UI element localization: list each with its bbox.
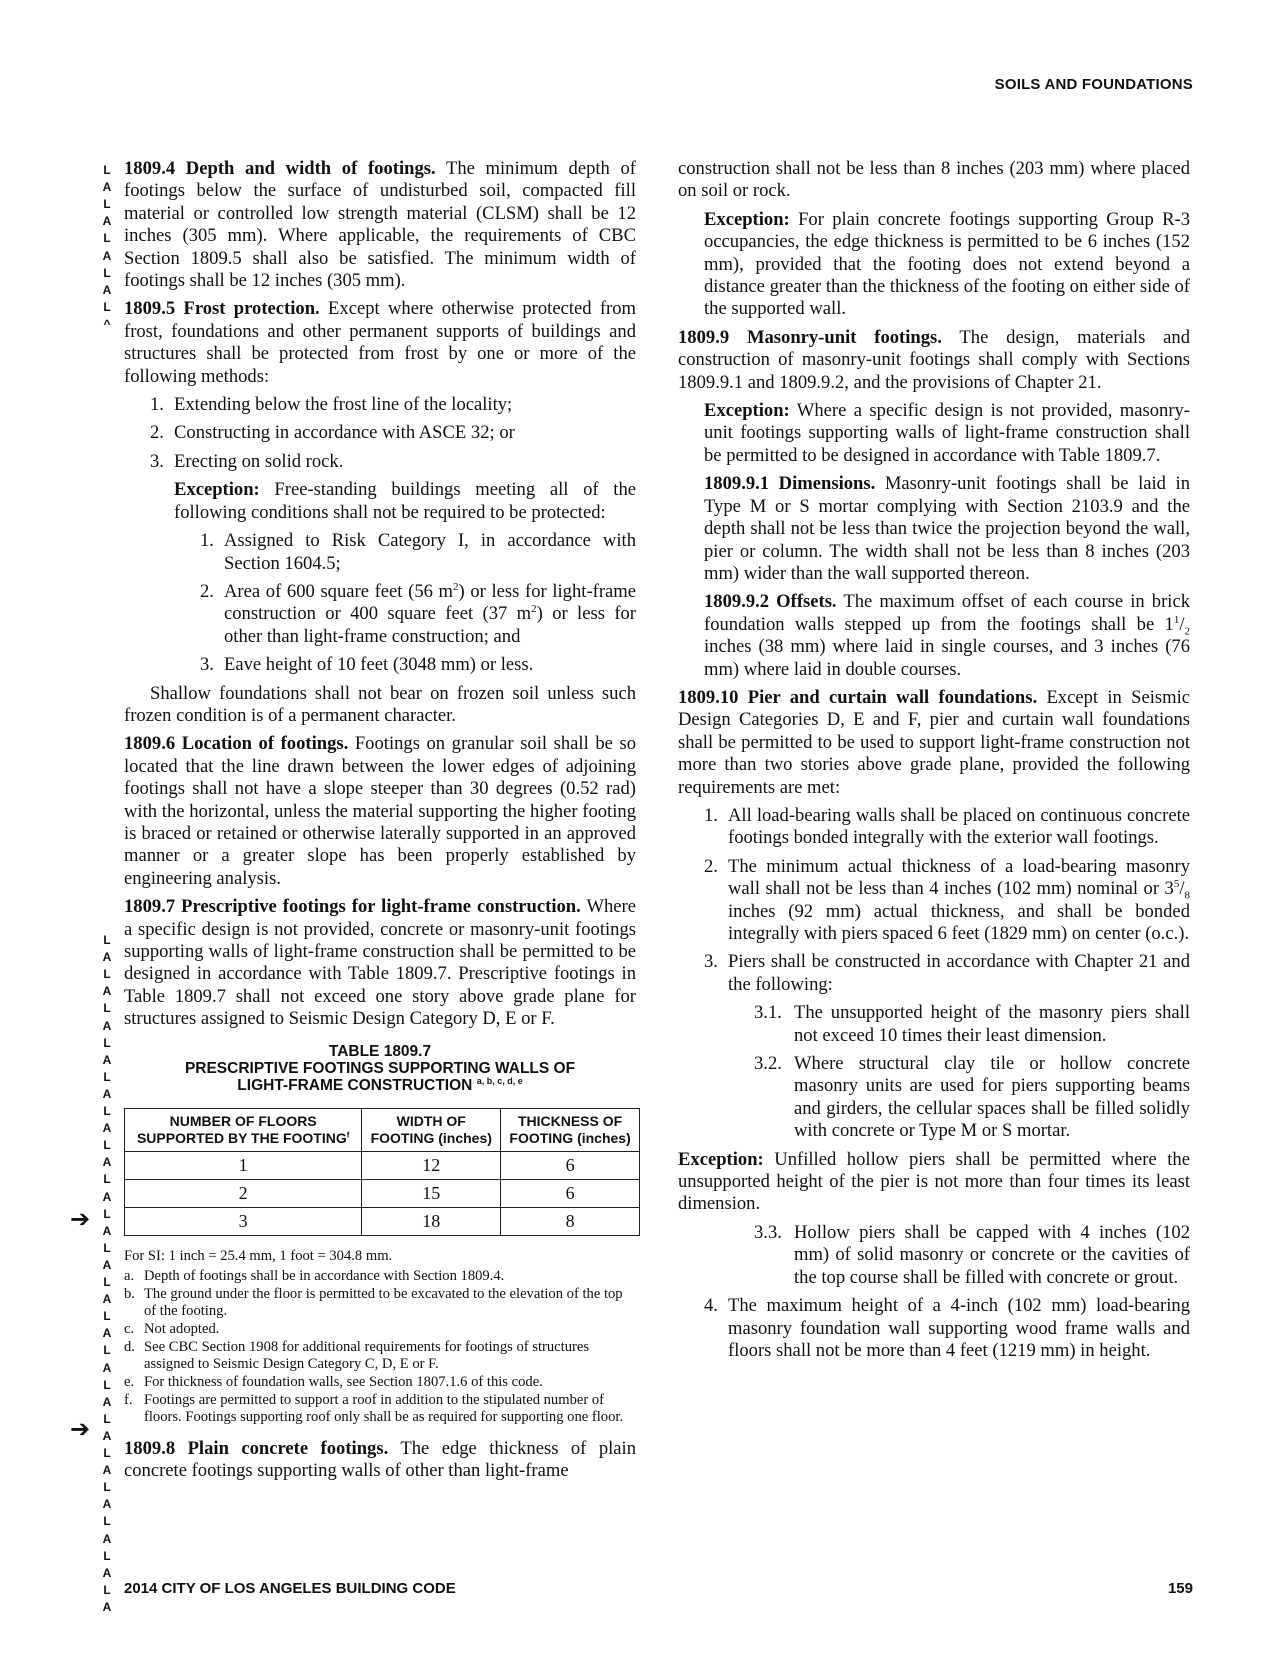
pier-requirements-list [678,805,1190,996]
list-item: 4. The maximum height of a 4-inch (102 mm) load-bearing masonry foundation wall supporting wood frame walls and floors shall not be more than 4 feet (1219 mm) in height. [704,1295,1190,1361]
margin-change-marker: L [103,1104,111,1118]
exception-paragraph: Exception: Where a specific design is not provided, masonry-unit footings supporting walls of light-frame construction shall be permitted to be designed in accordance with Table 1809.7. [704,400,1190,466]
margin-change-marker: L [103,967,111,982]
section-1809-8 [124,1438,636,1483]
margin-change-marker: L [103,1240,111,1255]
margin-change-marker: A [102,248,112,263]
margin-change-marker: A [102,1052,112,1067]
closing-paragraph: Shallow foundations shall not bear on frozen soil unless such frozen condition is of a permanent character. [124,682,636,726]
list-item: 2. Area of 600 square feet (56 $m^2$) or less for light-frame construction or 400 square feet (37 $m^2$) or less for other than light-frame construction; and [200,580,636,647]
pier-requirements-list [678,1295,1190,1362]
margin-change-marker: A [102,1565,112,1580]
section-body: Masonry-unit footings shall be laid in Type M or S mortar complying with Section 2103.9 and the depth shall not be less than twice the projection beyond the wall, pier or column. The width shall not be less than 8 inches (203 mm) wider than the wall supported thereon. [704,473,1191,584]
margin-change-marker: A [102,1292,112,1307]
margin-change-marker: A [102,950,112,965]
margin-change-marker: A [102,1155,112,1170]
list-item: 1. All load-bearing walls shall be placed on continuous concrete footings bonded integrally with the exterior wall footings. [704,804,1190,849]
table-footnotes [124,1248,636,1426]
margin-change-marker: L [103,1206,111,1221]
margin-change-marker: L [103,1343,111,1358]
section-body: Footings on granular soil shall be so located that the line drawn between the lower edges of adjoining footings shall not have a slope steeper than 30 degrees (0.52 rad) with the horizontal, unless the material supporting the higher footing is braced or retained or otherwise laterally supported in an approved manner or a greater slope has been properly established by engineering analysis. [124,733,636,889]
margin-change-marker: L [103,1069,111,1084]
section-heading: 1809.6 Location of footings. [124,733,349,755]
margin-change-marker: L [103,1309,111,1324]
footnote: f. Footings are permitted to support a roof in addition to the stipulated number of floors. Footings supporting roof only shall be as required for supporting one floor. [124,1391,624,1425]
section-body: Except where otherwise protected from frost, foundations and other permanent supports of buildings and structures shall be protected from frost by one or more of the following methods: [124,298,637,387]
section-body: Except in Seismic Design Categories D, E and F, pier and curtain wall foundations shall be permitted to be used to support light-frame construction not more than two stories above grade plane, provided the following requirements are met: [678,686,1190,798]
footnote: d. See CBC Section 1908 for additional requirements for footings of structures assigned to Seismic Design Category C, D, E or F. [124,1338,590,1372]
margin-change-marker: L [103,1172,111,1187]
exception-paragraph: Exception: For plain concrete footings supporting Group R-3 occupancies, the edge thickness is permitted to be 6 inches (152 mm), provided that the footing does not extend beyond a distance greater than the thickness of the footing on either side of the supported wall. [704,208,1190,320]
margin-change-marker: L [103,197,111,212]
margin-change-marker: L [103,163,111,177]
section-heading: 1809.9.2 Offsets. [704,591,837,613]
exception-paragraph: Exception: Unfilled hollow piers shall be permitted where the unsupported height of the pier is not more than four times its least dimension. [678,1148,1190,1215]
margin-change-marker: L [103,1514,111,1529]
margin-change-marker: L [103,1138,111,1153]
page-number: 159 [1167,1580,1193,1597]
footnote: b. The ground under the floor is permitted to be excavated to the elevation of the top of the footing. [124,1285,623,1319]
exception-conditions-list [124,530,636,676]
pier-sub-list [678,1222,1190,1289]
running-footer-title: 2014 CITY OF LOS ANGELES BUILDING CODE [124,1580,456,1597]
column-header: WIDTH OF FOOTING (inches) [362,1108,501,1151]
margin-change-marker: A [102,1497,112,1512]
margin-change-marker: A [102,1394,112,1409]
list-item: 3.3. Hollow piers shall be capped with 4 inches (102 mm) of solid masonry or concrete or the cavities of the top course shall be filled with concrete or grout. [754,1221,1190,1288]
margin-change-marker: L [103,1548,111,1563]
margin-change-marker: L [103,1275,111,1289]
margin-change-marker: A [102,214,112,229]
change-arrow-icon: ➔ [70,1415,91,1443]
section-1809-9-1 [704,473,1190,585]
margin-change-marker: L [103,933,111,947]
section-1809-4 [124,158,636,292]
margin-change-marker: L [103,265,111,280]
right-column [678,158,1190,1368]
margin-change-marker: A [102,1599,112,1614]
list-item: 3. Erecting on solid rock. [150,450,344,472]
margin-change-marker: L [103,1411,111,1426]
section-heading: 1809.7 Prescriptive footings for light-frame construction. [124,896,581,918]
section-1809-5 [124,298,636,388]
section-body: The design, materials and construction of masonry-unit footings shall comply with Sections 1809.9.1 and 1809.9.2, and the provisions of Chapter 21. [678,326,1190,393]
list-item: 2. The minimum actual thickness of a load-bearing masonry wall shall not be less than 4 inches (102 mm) nominal or $3^5/_8$ inches (92 mm) actual thickness, and shall be bonded integrally with piers spaced 6 feet (1829 mm) on center (o.c.). [704,855,1190,944]
margin-change-marker: A [102,1257,112,1272]
list-item: 3. Piers shall be constructed in accordance with Chapter 21 and the following: [704,951,1190,995]
margin-change-marker: A [102,1121,112,1136]
column-header: THICKNESS OF FOOTING (inches) [501,1108,640,1151]
margin-change-marker: A [102,1463,112,1478]
margin-change-marker: L [103,1377,111,1392]
section-body: The edge thickness of plain concrete footings supporting walls of other than light-frame [124,1437,636,1482]
margin-change-marker: A [102,1086,112,1101]
section-heading: 1809.5 Frost protection. [124,298,320,320]
pier-sub-list [678,1002,1190,1142]
list-item: 1. Extending below the frost line of the locality; [150,394,513,416]
si-note: For SI: 1 inch = 25.4 mm, 1 foot = 304.8 mm. [124,1247,393,1264]
section-heading: 1809.4 Depth and width of footings. [124,158,436,179]
margin-change-marker: A [102,180,112,195]
margin-change-marker: L [103,231,111,246]
margin-change-marker: L [103,1480,111,1495]
column-header: NUMBER OF FLOORS SUPPORTED BY THE FOOTING$^f$ [125,1108,362,1151]
section-1809-7 [124,896,636,1030]
footnote: e. For thickness of foundation walls, see Section 1807.1.6 of this code. [124,1373,543,1390]
running-header: SOILS AND FOUNDATIONS [994,76,1193,93]
margin-change-marker: ^ [103,316,111,331]
margin-change-marker: A [102,1326,112,1341]
exception-paragraph: Exception: Free-standing buildings meeting all of the following conditions shall not be required to be protected: [174,479,636,523]
margin-change-marker: L [103,1446,111,1460]
footnote: c. Not adopted. [124,1320,220,1337]
change-arrow-icon: ➔ [70,1205,91,1233]
margin-change-marker: A [102,1428,112,1443]
margin-change-marker: A [102,1223,112,1238]
section-body: The minimum depth of footings below the surface of undisturbed soil, compacted fill material or controlled low strength material (CLSM) shall be 12 inches (305 mm). Where applicable, the requirements of CBC Section 1809.5 shall also be satisfied. The minimum width of footings shall be 12 inches (305 mm). [124,158,637,292]
margin-change-marker: L [103,1001,111,1016]
margin-change-marker: L [103,299,111,314]
table-title: TABLE 1809.7 PRESCRIPTIVE FOOTINGS SUPPORTING WALLS OF LIGHT-FRAME CONSTRUCTION $^{a, b, c, d, e}$ [184,1042,576,1094]
section-1809-9 [678,327,1190,394]
table-row: 2 15 6 [125,1179,640,1207]
margin-change-marker: A [102,1360,112,1375]
footnote: a. Depth of footings shall be in accordance with Section 1809.4. [124,1267,505,1284]
list-item: 3.1. The unsupported height of the masonry piers shall not exceed 10 times their least dimension. [754,1002,1190,1046]
section-heading: 1809.8 Plain concrete footings. [124,1437,389,1459]
left-column [124,158,636,1488]
list-item: 3. Eave height of 10 feet (3048 mm) or less. [200,654,534,676]
section-1809-6 [124,733,636,890]
margin-change-marker: A [102,1018,112,1033]
section-1809-9-2: 1809.9.2 Offsets. The maximum offset of each course in brick foundation walls stepped up from the footings shall be $1^1/_2$ inches (38 mm) where laid in single courses, and 3 inches (76 mm) where laid in double courses. [704,591,1190,680]
list-item: 1. Assigned to Risk Category I, in accordance with Section 1604.5; [200,530,636,574]
margin-change-marker: A [102,984,112,999]
margin-change-marker: A [102,1189,112,1204]
table-row: 1 12 6 [125,1151,640,1179]
margin-change-marker: L [103,1035,111,1050]
section-body: Where a specific design is not provided, concrete or masonry-unit footings supporting walls of light-frame construction shall be permitted to be designed in accordance with Table 1809.7. Prescriptive footings in Table 1809.7 shall not exceed one story above grade plane for structures assigned to Seismic Design Category D, E or F. [124,896,636,1030]
section-heading: 1809.9.1 Dimensions. [704,473,876,495]
table-row: 3 18 8 [125,1207,640,1235]
section-1809-10 [678,687,1190,799]
continued-paragraph: construction shall not be less than 8 inches (203 mm) where placed on soil or rock. [678,158,1190,202]
frost-methods-list [124,394,636,473]
footing-table [124,1108,640,1236]
list-item: 3.2. Where structural clay tile or hollow concrete masonry units are used for piers supporting beams and girders, the cellular spaces shall be filled solidly with concrete or Type M or S mortar. [754,1053,1190,1142]
section-heading: 1809.10 Pier and curtain wall foundations. [678,686,1038,708]
margin-change-marker: L [103,1582,111,1597]
list-item: 2. Constructing in accordance with ASCE 32; or [150,422,515,444]
margin-change-marker: A [102,282,112,297]
section-heading: 1809.9 Masonry-unit footings. [678,326,942,348]
margin-change-marker: A [102,1531,112,1546]
